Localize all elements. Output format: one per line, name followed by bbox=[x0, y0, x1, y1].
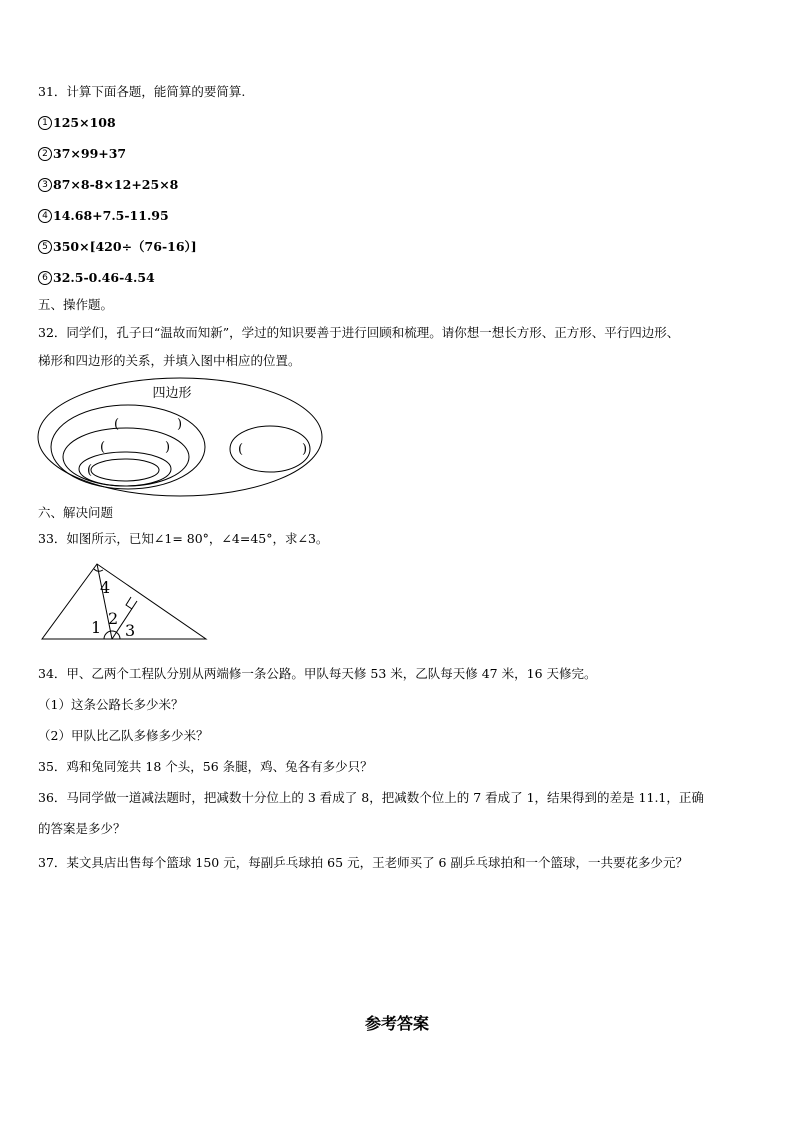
angle-label-2: 2 bbox=[108, 609, 119, 628]
triangle-angle-figure bbox=[36, 560, 210, 644]
q31-item-6 bbox=[38, 270, 155, 286]
q31-item-5 bbox=[38, 239, 197, 255]
paren-open: ( bbox=[100, 440, 106, 455]
innermost-ellipse bbox=[91, 459, 159, 481]
answer-key-title: 参考答案 bbox=[364, 1014, 429, 1033]
paren-open: ( bbox=[114, 417, 120, 432]
right-angle-mark bbox=[126, 597, 132, 609]
q31-stem: 31．计算下面各题，能简算的要简算. bbox=[38, 84, 246, 99]
circled-number: 3 bbox=[38, 178, 52, 192]
q36-line-2: 的答案是多少？ bbox=[38, 821, 126, 836]
paren-open: ( bbox=[238, 442, 244, 457]
angle-label-4: 4 bbox=[100, 578, 111, 597]
q32-line-1: 32．同学们，孔子曰“温故而知新”，学过的知识要善于进行回顾和梳理。请你想一想长方形、正方形、平行四边形、 bbox=[38, 325, 680, 340]
quadrilateral-label: 四边形 bbox=[152, 386, 192, 401]
paren-close: ) bbox=[302, 442, 308, 457]
q31-item-1 bbox=[38, 115, 116, 131]
expression: 32.5-0.46-4.54 bbox=[53, 270, 155, 285]
expression: 37×99+37 bbox=[53, 146, 127, 161]
q33-stem: 33．如图所示，已知∠1= 80°，∠4=45°，求∠3。 bbox=[38, 531, 329, 546]
q31-item-4 bbox=[38, 208, 169, 224]
q37-stem: 37．某文具店出售每个篮球 150 元，每副乒乓球拍 65 元，王老师买了 6 副乒乓球拍和一个篮球，一共要花多少元？ bbox=[38, 855, 688, 870]
circled-number: 6 bbox=[38, 271, 52, 285]
q31-item-2 bbox=[38, 146, 126, 162]
section-6-heading: 六、解决问题 bbox=[38, 505, 114, 520]
q34-stem: 34．甲、乙两个工程队分别从两端修一条公路。甲队每天修 53 米，乙队每天修 47 米，16 天修完。 bbox=[38, 666, 597, 681]
circled-number: 5 bbox=[38, 240, 52, 254]
paren-close: ) bbox=[165, 440, 171, 455]
angle-label-1: 1 bbox=[91, 618, 102, 637]
expression: 87×8-8×12+25×8 bbox=[53, 177, 179, 192]
q31-item-3 bbox=[38, 177, 178, 193]
paren-open: ( bbox=[87, 463, 93, 478]
expression: 350×[420÷（76-16）] bbox=[53, 239, 197, 254]
expression: 14.68+7.5-11.95 bbox=[53, 208, 169, 223]
expression: 125×108 bbox=[53, 115, 116, 130]
section-5-heading: 五、操作题。 bbox=[38, 297, 114, 312]
q34-sub-1: （1）这条公路长多少米？ bbox=[38, 697, 184, 712]
circled-number: 2 bbox=[38, 147, 52, 161]
circled-number: 4 bbox=[38, 209, 52, 223]
paren-close: ) bbox=[177, 417, 183, 432]
q36-line-1: 36．马同学做一道减法题时，把减数十分位上的 3 看成了 8，把减数个位上的 7 看成了 1，结果得到的差是 11.1，正确 bbox=[38, 790, 704, 805]
angle-label-3: 3 bbox=[125, 621, 136, 640]
triangle-outline bbox=[42, 564, 206, 639]
q35-stem: 35．鸡和兔同笼共 18 个头，56 条腿，鸡、兔各有多少只？ bbox=[38, 759, 373, 774]
rectangle-ellipse bbox=[63, 428, 189, 486]
q32-line-2: 梯形和四边形的关系，并填入图中相应的位置。 bbox=[38, 353, 301, 368]
quadrilateral-venn-diagram bbox=[36, 376, 326, 498]
circled-number: 1 bbox=[38, 116, 52, 130]
q34-sub-2: （2）甲队比乙队多修多少米？ bbox=[38, 728, 209, 743]
